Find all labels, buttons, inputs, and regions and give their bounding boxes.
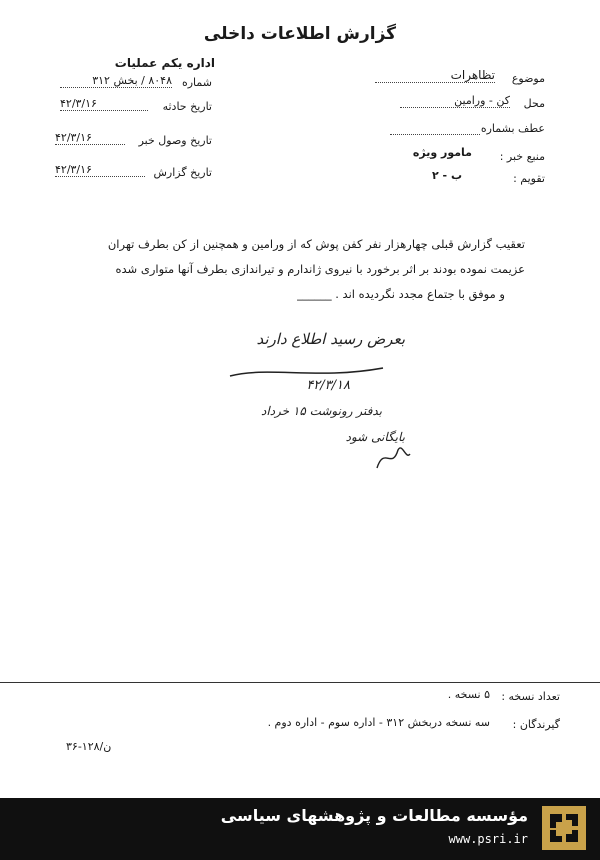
reference-label: عطف بشماره (480, 122, 545, 135)
copies-value: ۵ نسخه . (447, 688, 490, 701)
incident-date-label: تاریخ حادثه (162, 100, 212, 113)
body-line: عزیمت نموده بودند بر اثر برخورد با نیروی ژاندارم و تیراندازی بطرف آنها متواری شده (115, 262, 525, 276)
rating-label: تقویم : (513, 172, 545, 185)
handwritten-note: بعرض رسید اطلاع دارند (256, 330, 405, 348)
institute-url: www.psri.ir (448, 832, 528, 846)
divider (0, 682, 600, 683)
receipt-date-value: ۴۲/۳/۱۶ (55, 131, 125, 145)
handwritten-note: بایگانی شود (345, 430, 405, 444)
receipt-date-label: تاریخ وصول خبر (138, 134, 212, 147)
institute-name: مؤسسه مطالعات و پژوهشهای سیاسی (220, 806, 528, 825)
rating-value: ب - ۲ (432, 169, 462, 182)
number-label: شماره (181, 76, 212, 89)
report-date-value: ۴۲/۳/۱۶ (55, 163, 145, 177)
archive-code: ۳۶-۱۲۸/ن (66, 740, 112, 753)
source-label: منبع خبر : (499, 150, 545, 163)
number-value: ۸۰۴۸ / بخش ۳۱۲ (60, 74, 172, 88)
incident-date-value: ۴۲/۳/۱۶ (60, 97, 148, 111)
copies-label: تعداد نسخه : (501, 690, 560, 703)
source-value: مامور ویژه (412, 146, 472, 159)
watermark-banner (0, 798, 600, 860)
body-line: و موفق با جتماع مجدد نگردیده اند . ______ (297, 287, 505, 301)
reference-line (390, 133, 480, 135)
office-name: اداره یکم عملیات (114, 56, 215, 70)
signature (372, 440, 412, 476)
handwritten-date: ۴۲/۳/۱۸ (306, 378, 350, 393)
recipients-value: سه نسخه دربخش ۳۱۲ - اداره سوم - اداره دوم . (267, 716, 490, 729)
subject-label: موضوع (511, 72, 545, 85)
recipients-label: گیرندگان : (512, 718, 560, 731)
location-label: محل (523, 97, 545, 110)
subject-value: تظاهرات (375, 68, 495, 83)
handwritten-note: بدفتر رونوشت ۱۵ خرداد (261, 404, 382, 418)
institute-logo-icon (542, 806, 586, 850)
document-title: گزارش اطلاعات داخلی (203, 24, 397, 44)
report-date-label: تاریخ گزارش (153, 166, 212, 179)
location-value: کن - ورامین (400, 94, 510, 108)
body-line: تعقیب گزارش قبلی چهارهزار نفر کفن پوش که از ورامین و همچنین از کن بطرف تهران (107, 237, 525, 251)
